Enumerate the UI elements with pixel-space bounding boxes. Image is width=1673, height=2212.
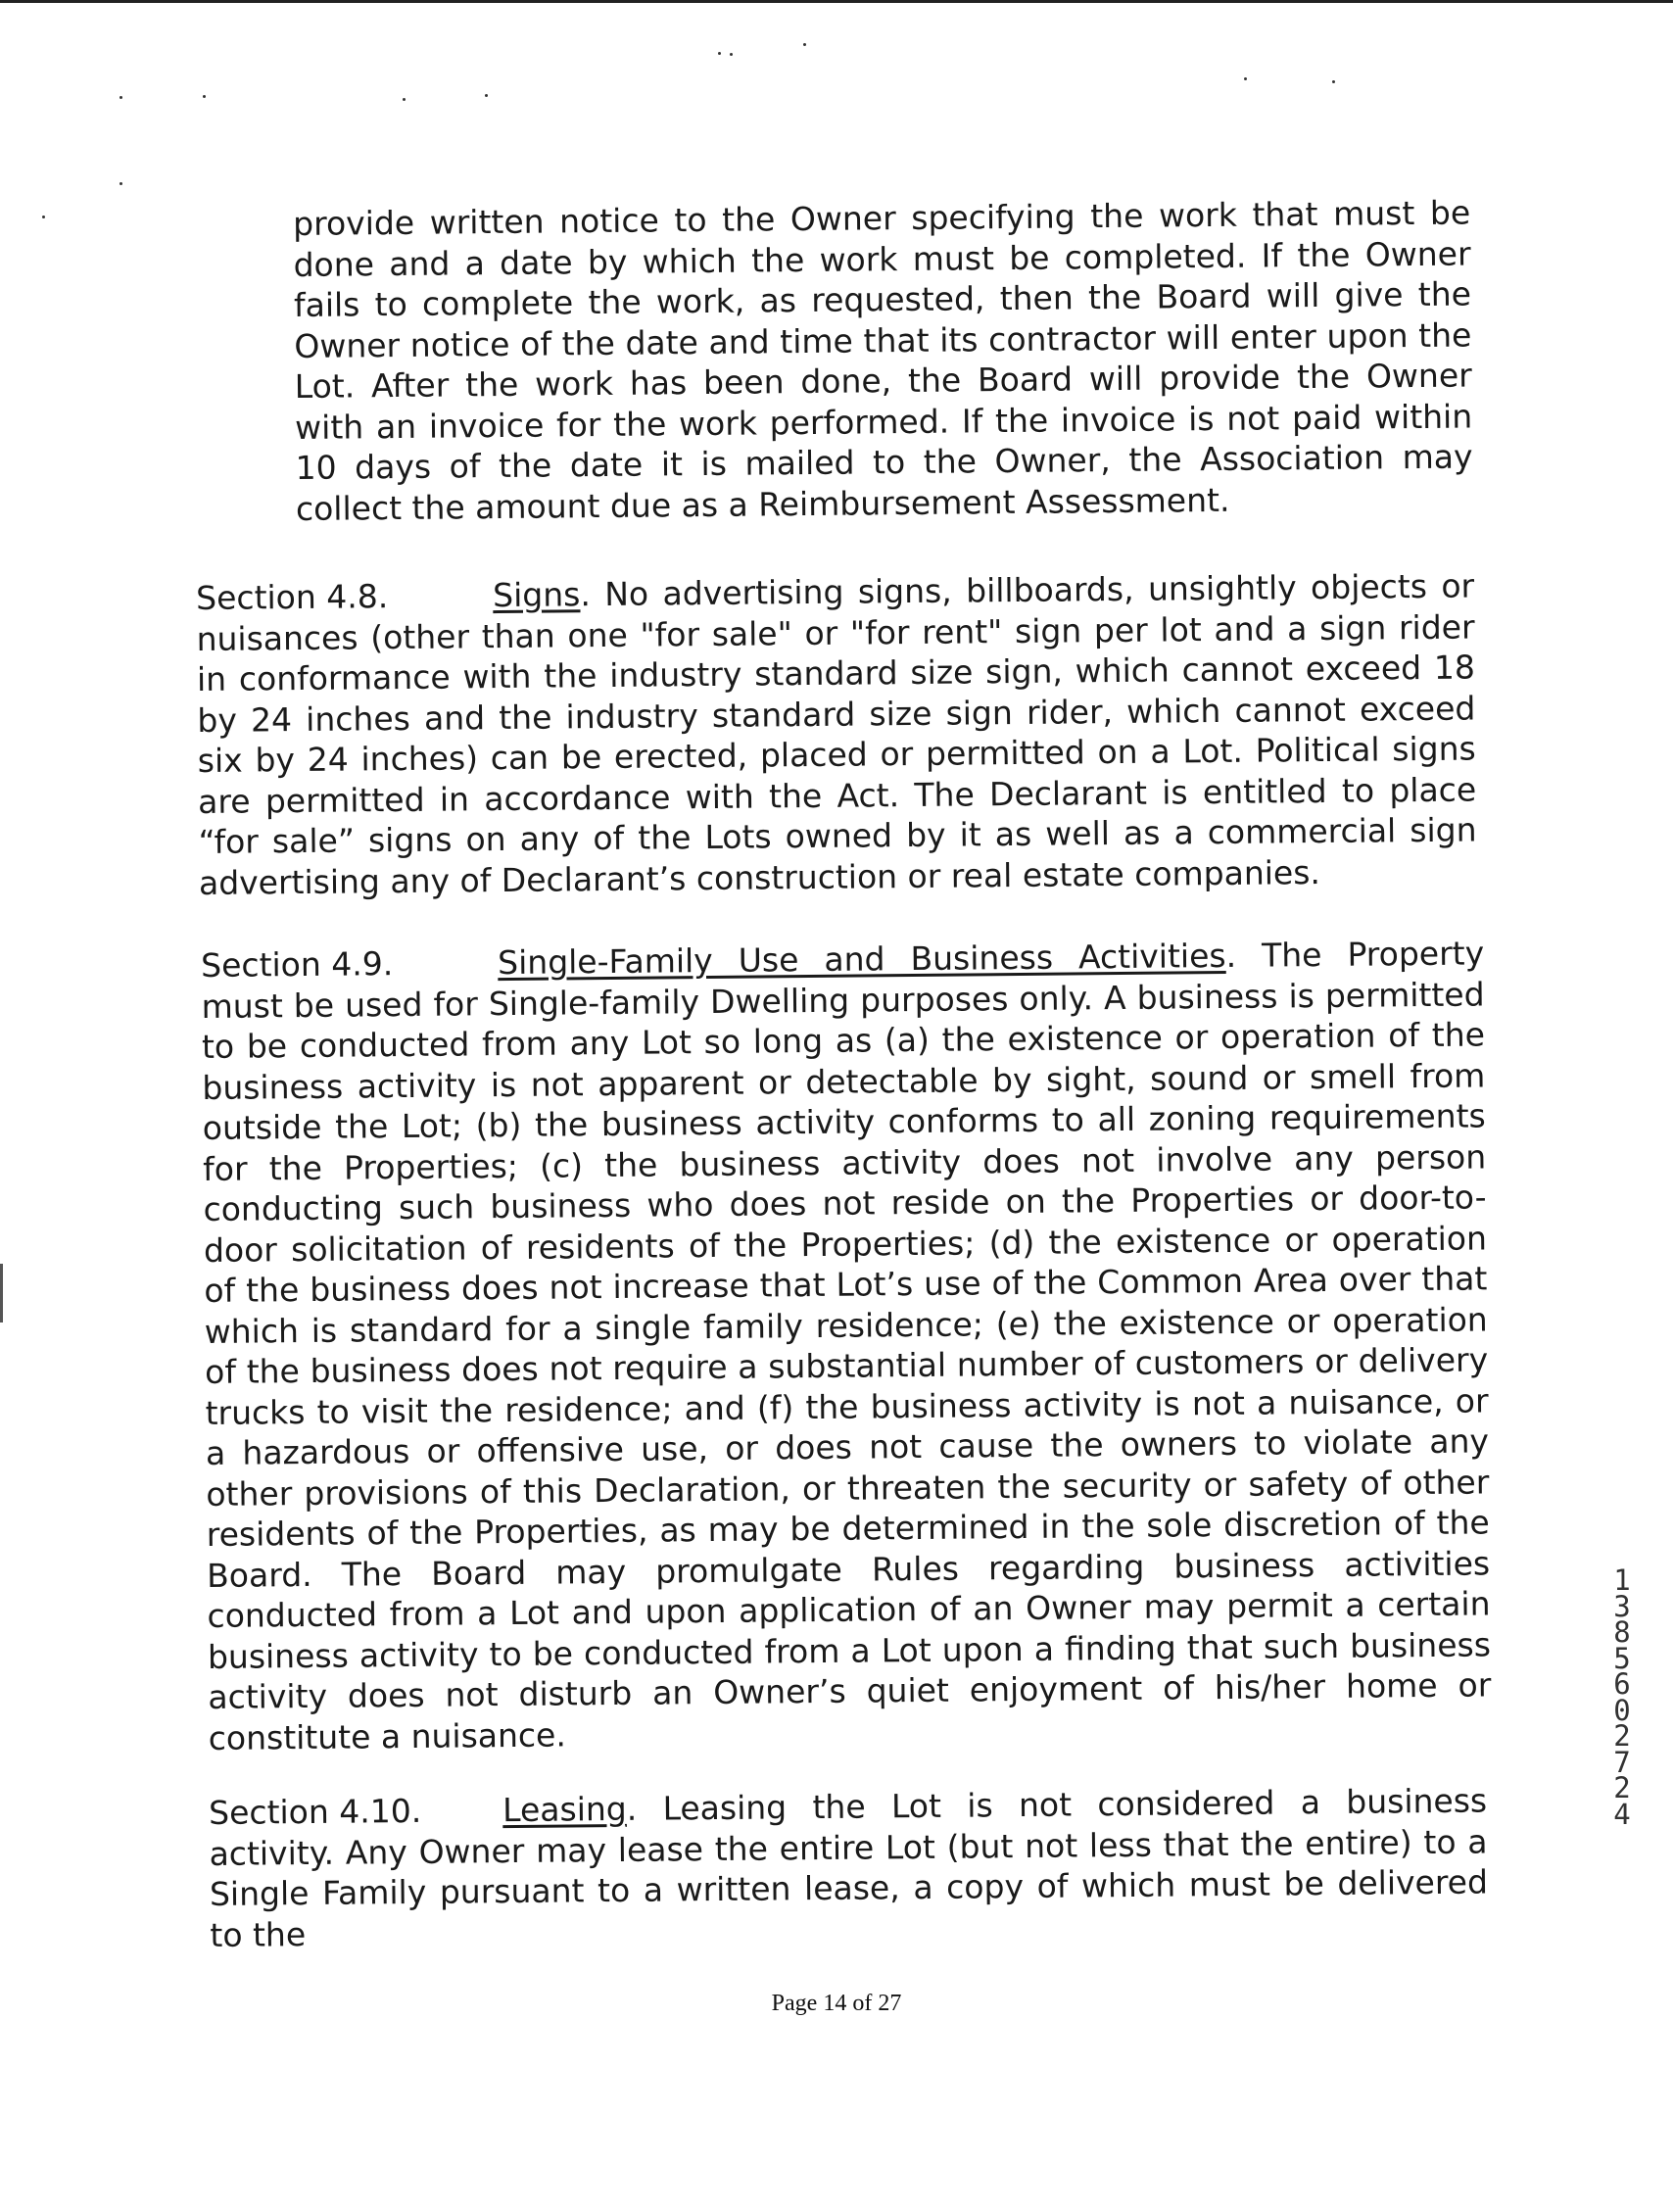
scan-speck: [803, 43, 806, 46]
section-body: . No advertising signs, billboards, unsightly objects or nuisances (other than one "for sale" or "for rent" sign per lot and a sign rider in conformance with the industry standard size sign, which cannot exceed 18 by 24 inches and the industry standard size sign rider, which cannot exceed six by 24 inches) can be erected, placed or permitted on a Lot. Political signs are permitted in accordance with the Act. The Declarant is entitled to place “for sale” signs on any of the Lots owned by it as well as a commercial sign advertising any of Declarant’s construction or real estate companies.: [196, 566, 1477, 902]
scan-speck: [42, 216, 45, 218]
scan-speck: [403, 98, 406, 101]
page-number: Page 14 of 27: [771, 1991, 902, 2016]
section-title: Single-Family Use and Business Activities: [497, 936, 1226, 983]
scan-left-edge-mark: [0, 1264, 3, 1322]
intro-paragraph: provide written notice to the Owner specifying the work that must be done and a date by which the work must be completed. If the Owner fails to complete the work, as requested, then the Board will give the Owner notice of the date and time that its contractor will enter upon the Lot. After the work has been done, the Board will provide the Owner with an invoice for the work performed. If the invoice is not paid within 10 days of the date it is mailed to the Owner, the Association may collect the amount due as a Reimbursement Assessment.: [293, 193, 1473, 528]
scan-speck: [1244, 77, 1247, 80]
section-4-8: [196, 565, 1477, 903]
scan-speck: [730, 53, 733, 56]
scan-speck: [718, 52, 721, 55]
section-number: Section 4.9.: [201, 944, 394, 985]
scan-speck: [1332, 80, 1335, 83]
scan-speck: [120, 182, 122, 185]
section-4-10: [209, 1780, 1489, 1955]
section-number: Section 4.10.: [209, 1791, 422, 1832]
section-4-9: [201, 933, 1492, 1758]
section-title: Signs: [492, 575, 581, 615]
section-number: Section 4.8.: [196, 577, 389, 617]
recording-number-stamp: 1 3 8 5 6 0 2 7 2 4: [1613, 1563, 1631, 1831]
scan-speck: [120, 96, 122, 99]
scan-speck: [203, 95, 206, 98]
scan-speck: [485, 94, 488, 97]
section-title: Leasing: [502, 1789, 627, 1830]
scan-top-edge: [0, 0, 1673, 3]
section-body: . Leasing the Lot is not considered a business activity. Any Owner may lease the entire Lot (but not less that the entire) to a Single Family pursuant to a written lease, a copy of which must be delivered to the: [209, 1781, 1489, 1954]
section-body: . The Property must be used for Single-family Dwelling purposes only. A business is permitted to be conducted from any Lot so long as (a) the existence or operation of the business activity is not apparent or detectable by sight, sound or smell from outside the Lot; (b) the business activity conforms to all zoning requirements for the Properties; (c) the business activity does not involve any person conducting such business who does not reside on the Properties or door-to-door solicitation of residents of the Properties; (d) the existence or operation of the business does not increase that Lot’s use of the Common Area over that which is standard for a single family residence; (e) the existence or operation of the business does not require a substantial number of customers or delivery trucks to visit the residence; and (f) the business activity is not a nuisance, or a hazardous or offensive use, or does not cause the owners to violate any other provisions of this Declaration, or threaten the security or safety of other residents of the Properties, as may be determined in the sole discretion of the Board. The Board may promulgate Rules regarding business activities conducted from a Lot and upon application of an Owner may permit a certain business activity to be conducted from a Lot upon a finding that such business activity does not disturb an Owner’s quiet enjoyment of his/her home or constitute a nuisance.: [201, 934, 1492, 1757]
